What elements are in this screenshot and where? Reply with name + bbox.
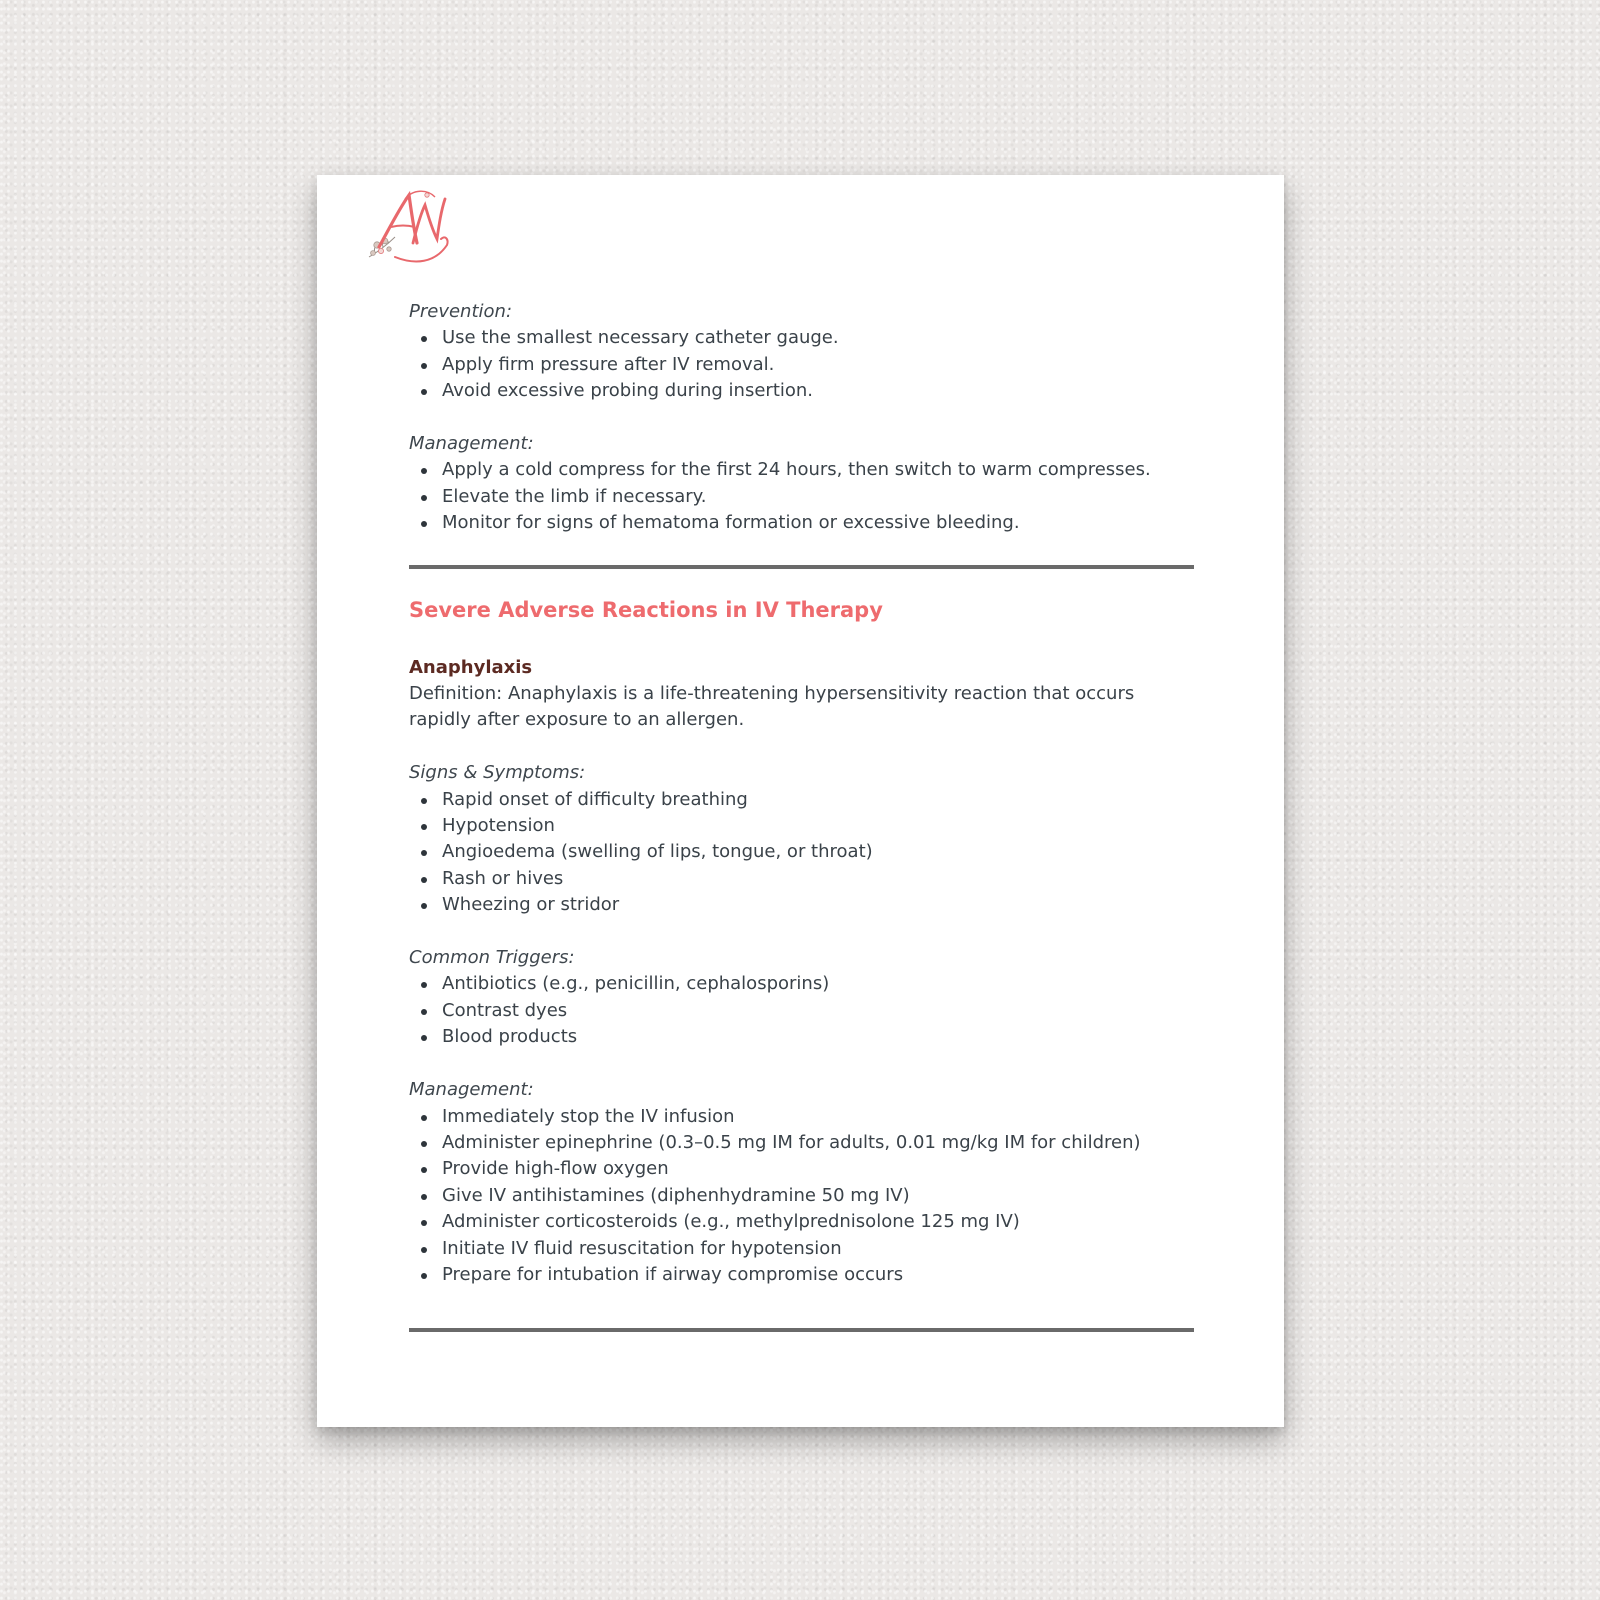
section-divider bbox=[409, 565, 1194, 569]
management-list bbox=[409, 457, 1194, 536]
list-item: Avoid excessive probing during insertion. bbox=[409, 378, 1194, 404]
prevention-list bbox=[409, 325, 1194, 404]
signs-list bbox=[409, 787, 1194, 919]
list-item: Elevate the limb if necessary. bbox=[409, 484, 1194, 510]
document-content bbox=[409, 299, 1194, 1332]
list-item: Provide high-flow oxygen bbox=[409, 1156, 1194, 1182]
prevention-label: Prevention: bbox=[409, 301, 513, 322]
anaphylaxis-definition: Definition: Anaphylaxis is a life-threatening hypersensitivity reaction that occurs rapidly after exposure to an allergen. bbox=[409, 683, 1135, 731]
section-heading: Severe Adverse Reactions in IV Therapy bbox=[409, 597, 883, 622]
list-item: Wheezing or stridor bbox=[409, 892, 1194, 918]
triggers-label: Common Triggers: bbox=[409, 947, 575, 969]
list-item: Apply firm pressure after IV removal. bbox=[409, 352, 1194, 378]
list-item: Give IV antihistamines (diphenhydramine 50 mg IV) bbox=[409, 1183, 1194, 1209]
list-item: Antibiotics (e.g., penicillin, cephalosporins) bbox=[409, 971, 1194, 997]
document-page bbox=[317, 175, 1284, 1427]
triggers-list bbox=[409, 971, 1194, 1050]
monogram-logo-icon bbox=[365, 185, 453, 275]
anaphylaxis-management-list bbox=[409, 1104, 1194, 1289]
list-item: Initiate IV fluid resuscitation for hypotension bbox=[409, 1236, 1194, 1262]
list-item: Blood products bbox=[409, 1024, 1194, 1050]
section-divider-bottom bbox=[409, 1328, 1194, 1332]
anaphylaxis-heading: Anaphylaxis bbox=[409, 656, 533, 678]
list-item: Angioedema (swelling of lips, tongue, or throat) bbox=[409, 839, 1194, 865]
list-item: Prepare for intubation if airway compromise occurs bbox=[409, 1262, 1194, 1288]
list-item: Hypotension bbox=[409, 813, 1194, 839]
list-item: Rapid onset of difficulty breathing bbox=[409, 787, 1194, 813]
list-item: Apply a cold compress for the first 24 hours, then switch to warm compresses. bbox=[409, 457, 1194, 483]
list-item: Contrast dyes bbox=[409, 998, 1194, 1024]
list-item: Rash or hives bbox=[409, 866, 1194, 892]
list-item: Use the smallest necessary catheter gauge. bbox=[409, 325, 1194, 351]
list-item: Immediately stop the IV infusion bbox=[409, 1104, 1194, 1130]
anaphylaxis-management-label: Management: bbox=[409, 1079, 534, 1101]
management-label: Management: bbox=[409, 433, 534, 455]
list-item: Monitor for signs of hematoma formation or excessive bleeding. bbox=[409, 510, 1194, 536]
signs-label: Signs & Symptoms: bbox=[409, 762, 586, 784]
list-item: Administer corticosteroids (e.g., methylprednisolone 125 mg IV) bbox=[409, 1209, 1194, 1235]
list-item: Administer epinephrine (0.3–0.5 mg IM for adults, 0.01 mg/kg IM for children) bbox=[409, 1130, 1194, 1156]
